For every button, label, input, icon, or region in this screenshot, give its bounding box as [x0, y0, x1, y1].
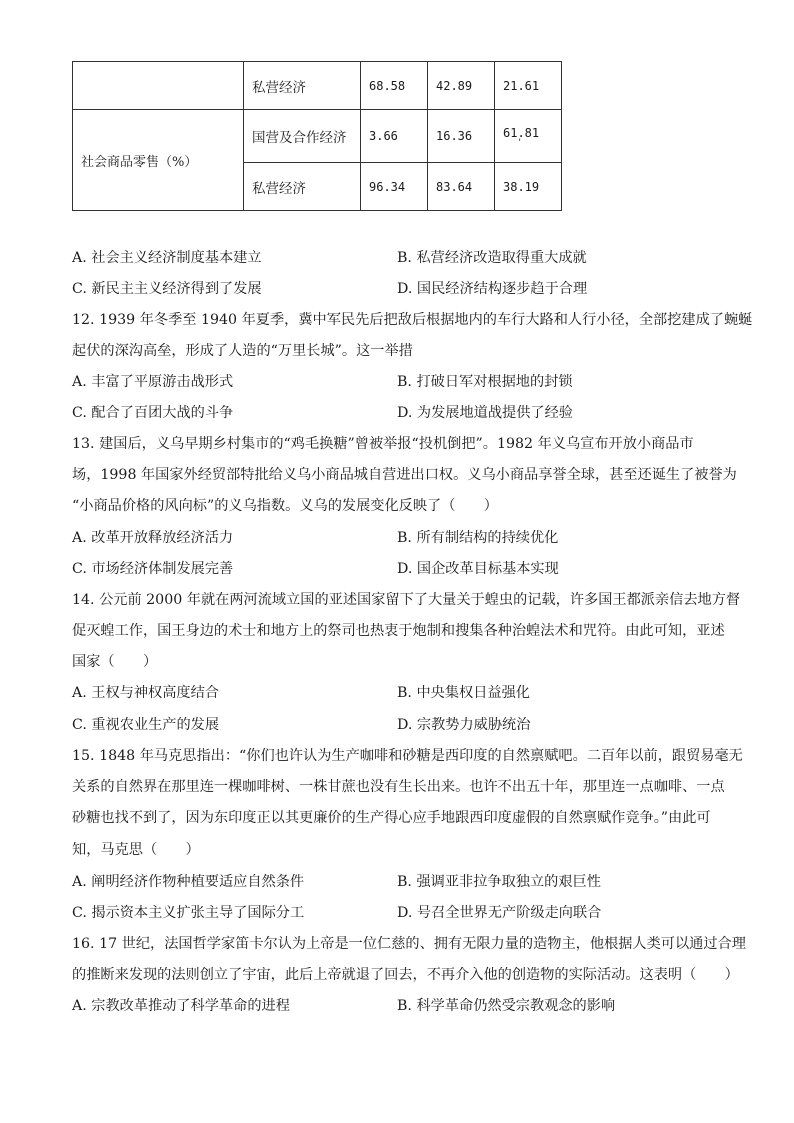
- q13-stem-line: 13. 建国后，义乌早期乡村集市的“鸡毛换糖”曾被举报“投机倒把”。1982 年义乌宣布开放小商品市: [72, 436, 694, 452]
- q12-stem-line: 12. 1939 年冬季至 1940 年夏季，冀中军民先后把敌后根据地内的车行大路和人行小径，全部挖建成了蜿蜒: [72, 312, 753, 328]
- table-cell-label: 国营及合作经济: [244, 110, 361, 163]
- q14-stem-line: 14. 公元前 2000 年就在两河流域立国的亚述国家留下了大量关于蝗虫的记载，许多国王都派亲信去地方督: [72, 592, 741, 608]
- table-cell-value: [495, 110, 562, 163]
- q15-stem-line: 砂糖也找不到了，因为东印度正以其更廉价的生产得心应手地跟西印度虚假的自然禀赋作竞争。”由此可: [72, 810, 711, 826]
- q15-option-c: C. 揭示资本主义扩张主导了国际分工: [72, 905, 305, 921]
- q15-stem-line: 关系的自然界在那里连一棵咖啡树、一株甘蔗也没有生长出来。也许不出五十年，那里连一点咖啡、一点: [72, 779, 725, 795]
- q14-option-d: D. 宗教势力威胁统治: [397, 717, 531, 733]
- table-cell-value: 68.58: [361, 62, 428, 110]
- q16-option-b: B. 科学革命仍然受宗教观念的影响: [397, 998, 616, 1014]
- statistics-table: [72, 61, 562, 211]
- q16-option-a: A. 宗教改革推动了科学革命的进程: [72, 998, 290, 1014]
- q14-stem-line: 促灭蝗工作，国王身边的术士和地方上的祭司也热衷于炮制和搜集各种治蝗法术和咒符。由此可知，亚述: [72, 623, 725, 639]
- ink-mark: ': [517, 138, 523, 148]
- q14-option-c: C. 重视农业生产的发展: [72, 717, 220, 733]
- table-cell-label: 私营经济: [244, 163, 361, 211]
- q16-stem-line: 的推断来发现的法则创立了宇宙，此后上帝就退了回去，不再介入他的创造物的实际活动。这表明（ ）: [72, 967, 739, 983]
- q12-stem-line: 起伏的深沟高垒，形成了人造的“万里长城”。这一举措: [72, 343, 413, 359]
- q13-stem-line: 场，1998 年国家外经贸部特批给义乌小商品城自营进出口权。义乌小商品享誉全球，甚至还诞生了被誉为: [72, 467, 737, 483]
- table-cell-category: 社会商品零售（%）: [73, 110, 244, 211]
- q11-option-a: A. 社会主义经济制度基本建立: [72, 250, 262, 266]
- q14-option-a: A. 王权与神权高度结合: [72, 685, 219, 701]
- table-cell-value: 21.61: [495, 62, 562, 110]
- table-row: [73, 62, 562, 110]
- q12-option-d: D. 为发展地道战提供了经验: [397, 405, 573, 421]
- table-cell-value: 3.66: [361, 110, 428, 163]
- q15-stem-line: 15. 1848 年马克思指出：“你们也许认为生产咖啡和砂糖是西印度的自然禀赋吧。二百年以前，跟贸易毫无: [72, 748, 743, 764]
- q15-option-b: B. 强调亚非拉争取独立的艰巨性: [397, 874, 601, 890]
- table-cell-category: [73, 62, 244, 110]
- q11-option-c: C. 新民主主义经济得到了发展: [72, 281, 262, 297]
- q13-option-c: C. 市场经济体制发展完善: [72, 561, 234, 577]
- q13-option-b: B. 所有制结构的持续优化: [397, 530, 559, 546]
- table-cell-value: 83.64: [428, 163, 495, 211]
- q13-stem-line: “小商品价格的风向标”的义乌指数。义乌的发展变化反映了（ ）: [72, 498, 498, 514]
- q14-option-b: B. 中央集权日益强化: [397, 685, 530, 701]
- table-row: [73, 110, 562, 163]
- q15-stem-line: 知，马克思（ ）: [72, 842, 200, 858]
- table-cell-value-text: 61.81: [503, 126, 540, 140]
- table-cell-label: 私营经济: [244, 62, 361, 110]
- q13-option-d: D. 国企改革目标基本实现: [397, 561, 559, 577]
- table-cell-value: 96.34: [361, 163, 428, 211]
- q12-option-c: C. 配合了百团大战的斗争: [72, 405, 234, 421]
- table-cell-value: 38.19: [495, 163, 562, 211]
- q11-option-d: D. 国民经济结构逐步趋于合理: [397, 281, 588, 297]
- q15-option-a: A. 阐明经济作物种植要适应自然条件: [72, 874, 305, 890]
- q13-option-a: A. 改革开放释放经济活力: [72, 530, 234, 546]
- table-cell-value: 42.89: [428, 62, 495, 110]
- q12-option-a: A. 丰富了平原游击战形式: [72, 374, 234, 390]
- q11-option-b: B. 私营经济改造取得重大成就: [397, 250, 587, 266]
- q15-option-d: D. 号召全世界无产阶级走向联合: [397, 905, 602, 921]
- q14-stem-line: 国家（ ）: [72, 654, 158, 670]
- q12-option-b: B. 打破日军对根据地的封锁: [397, 374, 573, 390]
- q16-stem-line: 16. 17 世纪，法国哲学家笛卡尔认为上帝是一位仁慈的、拥有无限力量的造物主，他根据人类可以通过合理: [72, 936, 746, 952]
- table-cell-value: 16.36: [428, 110, 495, 163]
